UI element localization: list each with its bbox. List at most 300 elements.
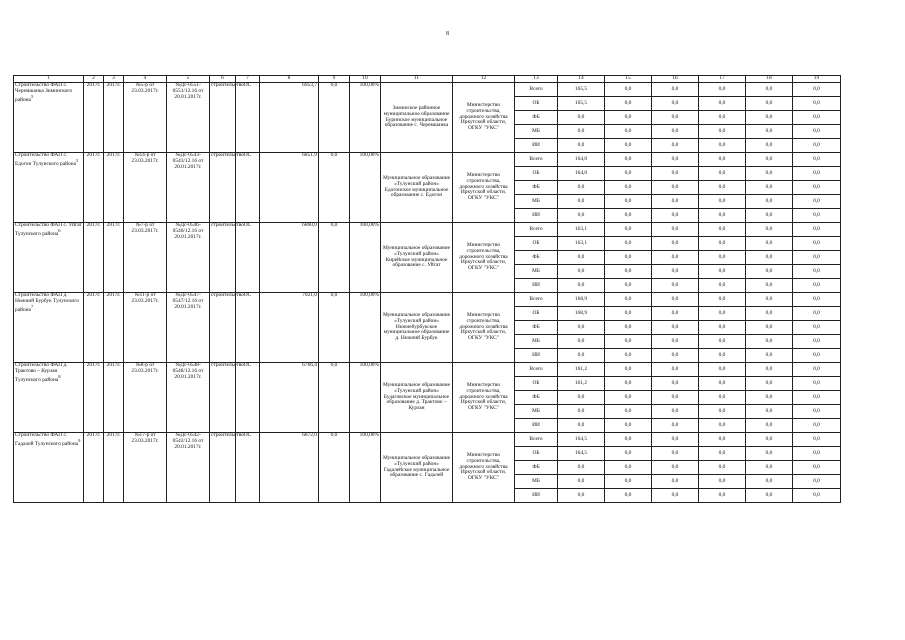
order-ref: №7-р от 23.03.2017г. (124, 223, 167, 293)
amount-cell: 0,0 (746, 209, 793, 223)
end-year: 2017г. (104, 83, 124, 153)
object-name-cell (14, 293, 84, 363)
amount-cell: 0,0 (652, 489, 699, 503)
amount-cell: 0,0 (699, 139, 746, 153)
amount-cell: 0,0 (746, 83, 793, 97)
amount-cell: 0,0 (746, 97, 793, 111)
column-9-value: 0,0 (319, 433, 350, 503)
column-number: 15 (605, 76, 652, 83)
amount-cell: 0,0 (652, 237, 699, 251)
column-number: 1 (14, 76, 84, 83)
amount-cell: 0,0 (699, 321, 746, 335)
amount-cell: 165,5 (558, 97, 605, 111)
table-row (14, 433, 841, 447)
end-year: 2017г. (104, 293, 124, 363)
column-number: 18 (746, 76, 793, 83)
amount-cell: 0,0 (652, 377, 699, 391)
amount-cell: 0,0 (558, 139, 605, 153)
column-number: 14 (558, 76, 605, 83)
amount-cell: 0,0 (558, 489, 605, 503)
amount-cell: 0,0 (793, 237, 841, 251)
amount-cell: 0,0 (699, 125, 746, 139)
amount-cell: 0,0 (699, 475, 746, 489)
amount-cell: 0,0 (746, 433, 793, 447)
budget-kind: ФБ (515, 251, 558, 265)
budget-kind: ОБ (515, 447, 558, 461)
amount-cell: 0,0 (605, 153, 652, 167)
budget-kind: ОБ (515, 167, 558, 181)
amount-cell: 0,0 (605, 209, 652, 223)
amount-cell: 0,0 (605, 307, 652, 321)
work-type: строительство (210, 153, 236, 223)
budget-kind: ИИ (515, 209, 558, 223)
amount-cell: 0,0 (652, 279, 699, 293)
start-year: 2017г. (84, 293, 104, 363)
amount-cell: 0,0 (558, 405, 605, 419)
amount-cell: 0,0 (652, 349, 699, 363)
amount-cell: 0,0 (699, 83, 746, 97)
amount-cell: 0,0 (605, 223, 652, 237)
amount-cell: 0,0 (605, 279, 652, 293)
amount-cell: 0,0 (699, 237, 746, 251)
amount-cell: 0,0 (605, 265, 652, 279)
readiness-percent: 100,00% (350, 153, 381, 223)
amount-cell: 0,0 (605, 335, 652, 349)
amount-cell: 164,0 (558, 167, 605, 181)
table-row (14, 363, 841, 377)
column-number: 17 (699, 76, 746, 83)
amount-cell: 0,0 (793, 321, 841, 335)
contract-ref: №Дс-0551-0551/12.16 от 20.01.2017г. (167, 83, 210, 153)
contract-ref: №Дс-0542-0542/12.16 от 20.01.2017г. (167, 433, 210, 503)
amount-cell: 0,0 (605, 125, 652, 139)
column-number: 11 (381, 76, 453, 83)
budget-kind: Всего (515, 363, 558, 377)
amount-cell: 0,0 (793, 265, 841, 279)
table-row (14, 293, 841, 307)
footnote-mark: 5 (76, 157, 79, 163)
column-number: 3 (104, 76, 124, 83)
column-9-value: 0,0 (319, 83, 350, 153)
column-number: 19 (793, 76, 841, 83)
column-number: 9 (319, 76, 350, 83)
amount-cell: 0,0 (605, 447, 652, 461)
amount-cell: 0,0 (699, 223, 746, 237)
column-number: 7 (236, 76, 260, 83)
amount-cell: 165,5 (558, 83, 605, 97)
amount-cell: 0,0 (793, 97, 841, 111)
object-name: Строительство ФАП с. Черемшанка Зиминского района (15, 82, 73, 103)
work-type: строительство (210, 363, 236, 433)
amount-cell: 0,0 (793, 251, 841, 265)
amount-cell: 0,0 (793, 125, 841, 139)
budget-kind: Всего (515, 293, 558, 307)
amount-cell: 0,0 (793, 209, 841, 223)
object-name: Строительство ФАП с. Гадалей Тулунского района (15, 432, 79, 447)
amount-cell: 0,0 (605, 83, 652, 97)
amount-cell: 0,0 (652, 209, 699, 223)
amount-cell: 0,0 (746, 153, 793, 167)
amount-cell: 0,0 (652, 251, 699, 265)
table-row (14, 83, 841, 97)
funding-source: ОС (236, 223, 260, 293)
budget-kind: ОБ (515, 377, 558, 391)
contract-ref: №Дс-0543-0543/12.16 от 20.01.2017г. (167, 153, 210, 223)
budget-kind: МБ (515, 475, 558, 489)
amount-cell: 0,0 (558, 181, 605, 195)
object-name: Строительство ФАП с. Едогон Тулунского района (15, 152, 76, 167)
amount-cell: 0,0 (652, 83, 699, 97)
amount-cell: 0,0 (652, 153, 699, 167)
amount-cell: 0,0 (652, 195, 699, 209)
amount-cell: 0,0 (746, 125, 793, 139)
start-year: 2017г. (84, 433, 104, 503)
budget-kind: МБ (515, 195, 558, 209)
amount-cell: 0,0 (699, 293, 746, 307)
budget-kind: МБ (515, 405, 558, 419)
amount-cell: 0,0 (558, 391, 605, 405)
amount-cell: 0,0 (793, 335, 841, 349)
amount-cell: 0,0 (746, 293, 793, 307)
estimated-cost: 6766,4 (260, 363, 319, 433)
page-number: 8 (446, 31, 449, 37)
funding-source: ОС (236, 433, 260, 503)
amount-cell: 0,0 (793, 167, 841, 181)
amount-cell: 164,5 (558, 433, 605, 447)
amount-cell: 0,0 (558, 111, 605, 125)
amount-cell: 0,0 (699, 335, 746, 349)
readiness-percent: 100,00% (350, 223, 381, 293)
column-number: 12 (453, 76, 515, 83)
footnote-mark: 9 (78, 437, 81, 443)
column-9-value: 0,0 (319, 363, 350, 433)
amount-cell: 0,0 (605, 181, 652, 195)
amount-cell: 0,0 (699, 489, 746, 503)
amount-cell: 0,0 (793, 377, 841, 391)
construction-register-table (13, 75, 841, 503)
column-number: 10 (350, 76, 381, 83)
amount-cell: 0,0 (793, 181, 841, 195)
work-type: строительство (210, 293, 236, 363)
amount-cell: 0,0 (793, 223, 841, 237)
amount-cell: 0,0 (746, 335, 793, 349)
municipality: Муниципальное образование «Тулунский район» Будаговское муниципальное образование д. Трактово – Курзан (381, 363, 453, 433)
budget-kind: ИИ (515, 419, 558, 433)
start-year: 2017г. (84, 363, 104, 433)
amount-cell: 0,0 (793, 489, 841, 503)
amount-cell: 0,0 (605, 391, 652, 405)
readiness-percent: 100,00% (350, 83, 381, 153)
municipality: Зиминское районное муниципальное образование Буринское муниципальное образование с. Черемшанка (381, 83, 453, 153)
amount-cell: 0,0 (793, 153, 841, 167)
amount-cell: 0,0 (605, 237, 652, 251)
footnote-mark: 5 (30, 93, 34, 99)
amount-cell: 0,0 (793, 279, 841, 293)
order-ref: №8-р от 23.03.2017г. (124, 363, 167, 433)
footnote-mark: 7 (30, 303, 34, 309)
amount-cell: 0,0 (652, 139, 699, 153)
amount-cell: 0,0 (793, 307, 841, 321)
budget-kind: ФБ (515, 181, 558, 195)
column-number: 5 (167, 76, 210, 83)
object-name-cell (14, 363, 84, 433)
amount-cell: 0,0 (793, 405, 841, 419)
amount-cell: 0,0 (605, 139, 652, 153)
budget-kind: ФБ (515, 111, 558, 125)
budget-kind: МБ (515, 265, 558, 279)
amount-cell: 0,0 (699, 461, 746, 475)
amount-cell: 0,0 (558, 349, 605, 363)
budget-kind: ИИ (515, 279, 558, 293)
amount-cell: 0,0 (746, 111, 793, 125)
budget-kind: ОБ (515, 237, 558, 251)
budget-kind: Всего (515, 83, 558, 97)
amount-cell: 0,0 (793, 195, 841, 209)
municipality: Муниципальное образование «Тулунский район» Гадалейское муниципальное образование с. Гадалей (381, 433, 453, 503)
amount-cell: 0,0 (746, 307, 793, 321)
amount-cell: 0,0 (605, 111, 652, 125)
work-type: строительство (210, 433, 236, 503)
amount-cell: 0,0 (652, 265, 699, 279)
amount-cell: 0,0 (605, 363, 652, 377)
amount-cell: 0,0 (652, 419, 699, 433)
budget-kind: ИИ (515, 139, 558, 153)
amount-cell: 0,0 (605, 377, 652, 391)
amount-cell: 0,0 (699, 97, 746, 111)
amount-cell: 0,0 (558, 265, 605, 279)
budget-kind: МБ (515, 335, 558, 349)
amount-cell: 163,1 (558, 223, 605, 237)
amount-cell: 0,0 (746, 321, 793, 335)
contract-ref: №Дс-0548-0548/12.16 от 20.01.2017г. (167, 363, 210, 433)
table-row (14, 153, 841, 167)
amount-cell: 0,0 (793, 139, 841, 153)
object-name-cell (14, 83, 84, 153)
end-year: 2017г. (104, 433, 124, 503)
customer: Министерство строительства, дорожного хозяйства Иркутской области, ОГКУ "УКС" (453, 223, 515, 293)
amount-cell: 0,0 (605, 489, 652, 503)
amount-cell: 0,0 (699, 377, 746, 391)
amount-cell: 0,0 (699, 265, 746, 279)
amount-cell: 0,0 (605, 349, 652, 363)
budget-kind: ФБ (515, 391, 558, 405)
amount-cell: 0,0 (605, 97, 652, 111)
funding-source: ОС (236, 153, 260, 223)
amount-cell: 0,0 (699, 251, 746, 265)
object-name: Строительство ФАП д. Трактово – Курзан Тулунского района (15, 362, 68, 383)
amount-cell: 0,0 (652, 167, 699, 181)
amount-cell: 0,0 (699, 307, 746, 321)
customer: Министерство строительства, дорожного хозяйства Иркутской области, ОГКУ "УКС" (453, 433, 515, 503)
amount-cell: 161,2 (558, 363, 605, 377)
table-row (14, 223, 841, 237)
amount-cell: 0,0 (793, 111, 841, 125)
amount-cell: 0,0 (652, 223, 699, 237)
amount-cell: 0,0 (558, 251, 605, 265)
amount-cell: 0,0 (652, 391, 699, 405)
amount-cell: 0,0 (793, 419, 841, 433)
amount-cell: 0,0 (746, 167, 793, 181)
readiness-percent: 100,00% (350, 293, 381, 363)
amount-cell: 0,0 (605, 405, 652, 419)
column-number: 2 (84, 76, 104, 83)
amount-cell: 0,0 (793, 461, 841, 475)
amount-cell: 0,0 (558, 209, 605, 223)
estimated-cost: 7021,0 (260, 293, 319, 363)
object-name-cell (14, 433, 84, 503)
amount-cell: 0,0 (605, 419, 652, 433)
column-number: 4 (124, 76, 167, 83)
work-type: строительство (210, 223, 236, 293)
amount-cell: 0,0 (652, 293, 699, 307)
amount-cell: 0,0 (699, 363, 746, 377)
column-9-value: 0,0 (319, 223, 350, 293)
object-name: Строительство ФАП д. Нижний Бурбук Тулунского района (15, 292, 80, 313)
amount-cell: 0,0 (605, 461, 652, 475)
funding-source: ОС (236, 83, 260, 153)
budget-kind: ОБ (515, 97, 558, 111)
end-year: 2017г. (104, 363, 124, 433)
amount-cell: 0,0 (793, 349, 841, 363)
amount-cell: 0,0 (793, 83, 841, 97)
start-year: 2017г. (84, 223, 104, 293)
amount-cell: 0,0 (746, 195, 793, 209)
amount-cell: 0,0 (699, 349, 746, 363)
amount-cell: 0,0 (652, 307, 699, 321)
amount-cell: 0,0 (558, 461, 605, 475)
column-number: 13 (515, 76, 558, 83)
amount-cell: 0,0 (699, 167, 746, 181)
amount-cell: 0,0 (699, 181, 746, 195)
funding-source: ОС (236, 363, 260, 433)
amount-cell: 0,0 (699, 447, 746, 461)
amount-cell: 0,0 (699, 111, 746, 125)
budget-kind: ФБ (515, 321, 558, 335)
amount-cell: 0,0 (746, 265, 793, 279)
amount-cell: 0,0 (652, 447, 699, 461)
amount-cell: 0,0 (558, 419, 605, 433)
amount-cell: 0,0 (652, 475, 699, 489)
amount-cell: 0,0 (605, 251, 652, 265)
budget-kind: ОБ (515, 307, 558, 321)
amount-cell: 0,0 (652, 405, 699, 419)
amount-cell: 0,0 (652, 363, 699, 377)
amount-cell: 0,0 (746, 251, 793, 265)
readiness-percent: 100,00% (350, 433, 381, 503)
municipality: Муниципальное образование «Тулунский район» Едогонское муниципальное образование с. Едогон (381, 153, 453, 223)
end-year: 2017г. (104, 223, 124, 293)
amount-cell: 0,0 (652, 181, 699, 195)
contract-ref: №Дс-0547-0547/12.16 от 20.01.2017г. (167, 293, 210, 363)
funding-source: ОС (236, 293, 260, 363)
amount-cell: 0,0 (793, 447, 841, 461)
amount-cell: 0,0 (746, 377, 793, 391)
budget-kind: Всего (515, 223, 558, 237)
column-number: 16 (652, 76, 699, 83)
object-name-cell (14, 153, 84, 223)
amount-cell: 0,0 (699, 209, 746, 223)
amount-cell: 0,0 (652, 461, 699, 475)
work-type: строительство (210, 83, 236, 153)
amount-cell: 0,0 (605, 195, 652, 209)
amount-cell: 164,0 (558, 153, 605, 167)
amount-cell: 0,0 (746, 223, 793, 237)
estimated-cost: 6953,7 (260, 83, 319, 153)
amount-cell: 0,0 (793, 391, 841, 405)
amount-cell: 161,2 (558, 377, 605, 391)
amount-cell: 0,0 (746, 447, 793, 461)
estimated-cost: 6872,0 (260, 433, 319, 503)
budget-kind: ИИ (515, 489, 558, 503)
amount-cell: 0,0 (746, 475, 793, 489)
amount-cell: 0,0 (652, 335, 699, 349)
estimated-cost: 6860,0 (260, 223, 319, 293)
amount-cell: 0,0 (699, 153, 746, 167)
amount-cell: 0,0 (699, 419, 746, 433)
order-ref: №5-р от 23.03.2017г. (124, 83, 167, 153)
amount-cell: 168,9 (558, 293, 605, 307)
start-year: 2017г. (84, 153, 104, 223)
amount-cell: 0,0 (605, 321, 652, 335)
budget-kind: ФБ (515, 461, 558, 475)
amount-cell: 0,0 (793, 475, 841, 489)
customer: Министерство строительства, дорожного хозяйства Иркутской области, ОГКУ "УКС" (453, 293, 515, 363)
amount-cell: 0,0 (652, 433, 699, 447)
amount-cell: 0,0 (699, 195, 746, 209)
column-9-value: 0,0 (319, 293, 350, 363)
amount-cell: 0,0 (746, 237, 793, 251)
amount-cell: 0,0 (699, 279, 746, 293)
amount-cell: 0,0 (605, 433, 652, 447)
amount-cell: 0,0 (558, 335, 605, 349)
municipality: Муниципальное образование «Тулунский район» Кирейское муниципальное образование с. Уйгат (381, 223, 453, 293)
start-year: 2017г. (84, 83, 104, 153)
amount-cell: 168,9 (558, 307, 605, 321)
amount-cell: 0,0 (746, 279, 793, 293)
order-ref: №11-р от 23.03.2017г. (124, 293, 167, 363)
amount-cell: 0,0 (746, 489, 793, 503)
amount-cell: 0,0 (699, 433, 746, 447)
amount-cell: 0,0 (605, 293, 652, 307)
end-year: 2017г. (104, 153, 124, 223)
customer: Министерство строительства, дорожного хозяйства Иркутской области, ОГКУ "УКС" (453, 83, 515, 153)
amount-cell: 0,0 (746, 461, 793, 475)
object-name-cell (14, 223, 84, 293)
amount-cell: 0,0 (746, 363, 793, 377)
amount-cell: 0,0 (558, 321, 605, 335)
amount-cell: 0,0 (605, 475, 652, 489)
municipality: Муниципальное образование «Тулунский район» Нижнебурбукское муниципальное образование д. Нижний Бурбук (381, 293, 453, 363)
budget-kind: Всего (515, 153, 558, 167)
amount-cell: 0,0 (746, 391, 793, 405)
column-number: 8 (260, 76, 319, 83)
order-ref: №17-р от 23.03.2017г. (124, 433, 167, 503)
column-number: 6 (210, 76, 236, 83)
amount-cell: 0,0 (605, 167, 652, 181)
customer: Министерство строительства, дорожного хозяйства Иркутской области, ОГКУ "УКС" (453, 363, 515, 433)
amount-cell: 0,0 (699, 391, 746, 405)
amount-cell: 0,0 (746, 139, 793, 153)
amount-cell: 0,0 (558, 279, 605, 293)
amount-cell: 0,0 (746, 405, 793, 419)
footnote-mark: 6 (58, 227, 61, 233)
customer: Министерство строительства, дорожного хозяйства Иркутской области, ОГКУ "УКС" (453, 153, 515, 223)
budget-kind: ИИ (515, 349, 558, 363)
footnote-mark: 8 (58, 373, 61, 379)
amount-cell: 0,0 (746, 349, 793, 363)
amount-cell: 0,0 (558, 475, 605, 489)
amount-cell: 0,0 (793, 363, 841, 377)
